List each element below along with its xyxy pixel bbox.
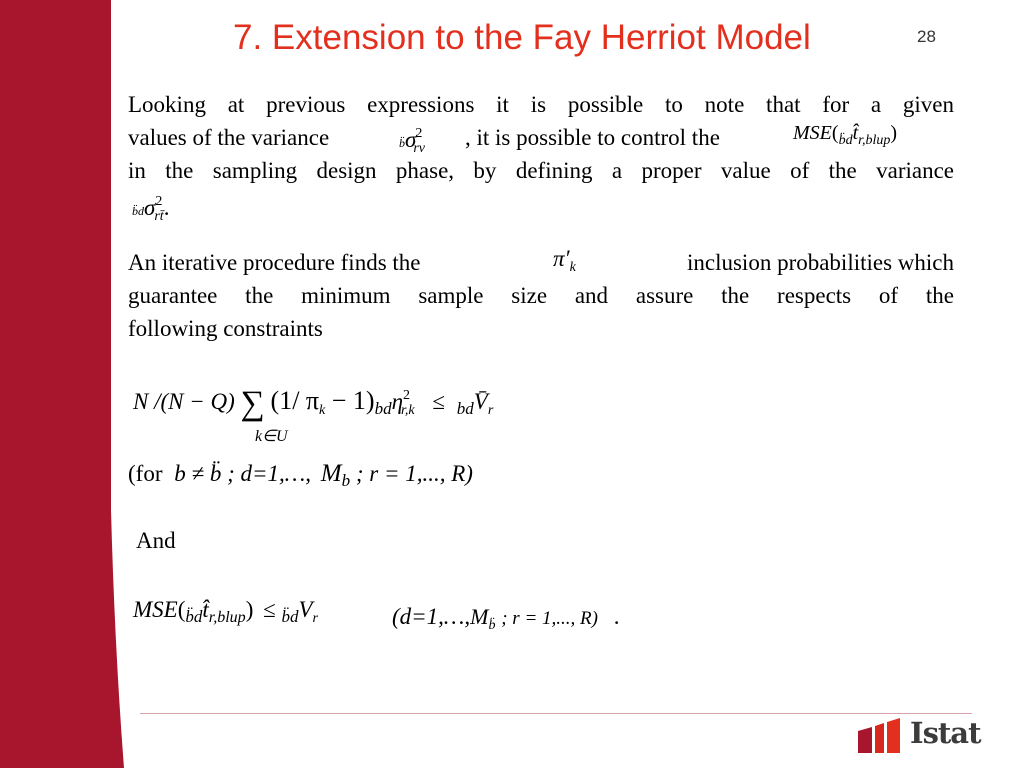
constraint-1-formula: N /(N − Q) ∑ (1/ $\pi_k - 1)_{bd}\eta^2_{r,k}$ ≤ $_{bd}V̄_r$ (133, 385, 494, 422)
constraint-2-range: ($d=1,\dots,M_{b̈}$ ; r = 1,..., R) . (392, 604, 620, 633)
sigma-rv-formula: $b̈\sigma^2_{rv}$ (399, 126, 426, 156)
p2-line-3: following constraints (128, 316, 323, 341)
slide-title: 7. Extension to the Fay Herriot Model (233, 18, 811, 57)
p1-line-3: in the sampling design phase, by defining a proper value of the variance (128, 158, 954, 183)
sigma-rt-formula: $b̈d\sigma^2_{rt̄}$. (132, 194, 170, 224)
footer-divider (140, 713, 972, 714)
paragraph-1 (128, 88, 954, 224)
p1-line-2-text-b: , it is possible to control the (465, 125, 720, 150)
mse-formula-inline: $MSE(_{b̈d}t̂_{r,blup})$ (793, 122, 898, 148)
p1-line-2 (128, 121, 954, 154)
pi-prime-formula: $\pi'_k$ (553, 246, 576, 275)
constraint-1-range: (for b ≠ b̈ ; d=1,…, $M_b$ ; r = 1,..., R) (128, 460, 473, 490)
p1-line-2-text-a: values of the variance (128, 125, 330, 150)
page-number: 28 (917, 27, 936, 46)
paragraph-2 (128, 246, 954, 345)
and-label: And (136, 528, 176, 553)
p2-line-2: guarantee the minimum sample size and assure the respects of the (128, 283, 954, 308)
p2-line-1-text-b: inclusion probabilities which (686, 250, 954, 275)
sidebar-curve-decoration (90, 0, 130, 768)
sum-index: k∈U (255, 428, 288, 445)
p2-line-1-text-a: An iterative procedure finds the (128, 250, 421, 275)
istat-logo-text: Istat (910, 716, 981, 750)
p1-line-1: Looking at previous expressions it is possible to note that for a given (128, 92, 954, 117)
p1-line-4 (128, 187, 954, 224)
constraint-2-formula: $MSE(_{b̈d}t̂_{r,blup}) \le _{b̈d}V_r$ (133, 597, 318, 626)
p2-line-1 (128, 246, 954, 279)
